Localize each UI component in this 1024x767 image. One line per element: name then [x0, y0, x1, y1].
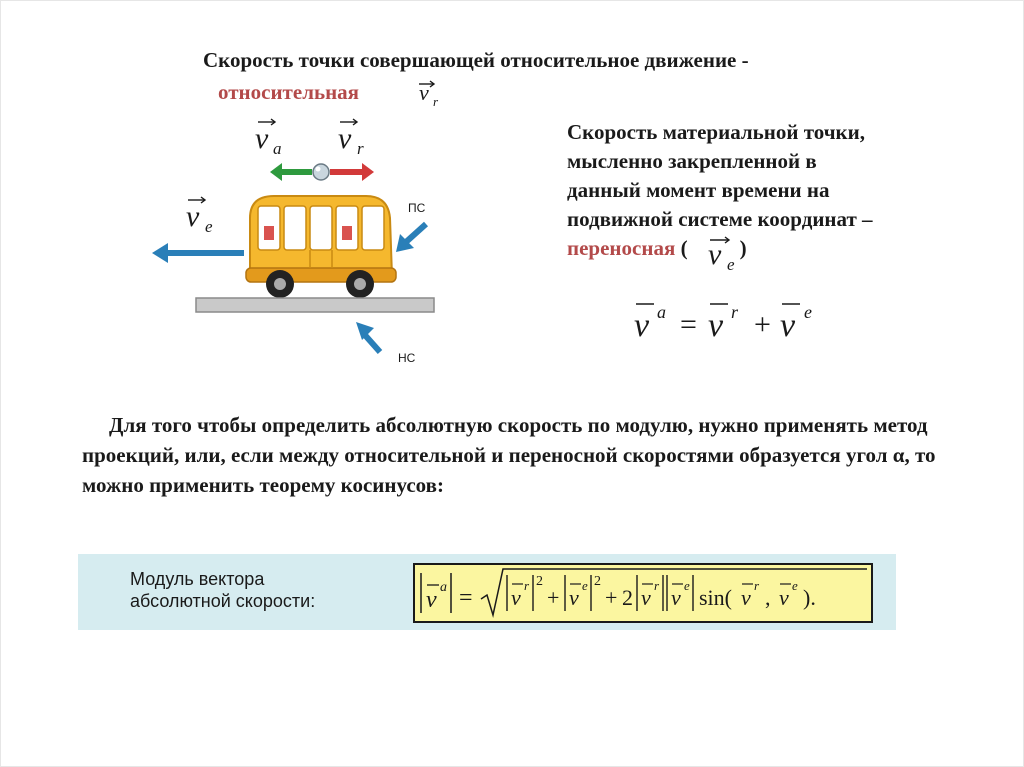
svg-text:e: e [582, 578, 588, 593]
moving-frame-label: ПС [408, 201, 426, 215]
velocity-addition-equation [632, 292, 842, 346]
svg-text:2: 2 [594, 574, 601, 589]
svg-text:=: = [459, 585, 473, 611]
svg-text:a: a [657, 302, 666, 322]
svg-text:v: v [426, 587, 437, 613]
ve-arrow [152, 243, 244, 263]
vr-label [338, 119, 364, 158]
fixed-frame-arrow [356, 322, 380, 352]
svg-text:v: v [569, 585, 579, 610]
transport-velocity-definition: Скорость материальной точки, мысленно закрепленной в данный момент времени на подвижной системе координат – переносная ( ) [567, 120, 873, 260]
svg-text:e: e [804, 302, 812, 322]
svg-text:v: v [641, 585, 651, 610]
svg-text:v: v [634, 307, 650, 344]
transport-term: переносная [567, 236, 676, 260]
svg-text:r: r [357, 139, 364, 158]
svg-text:).: ). [803, 585, 816, 610]
svg-text:v: v [780, 307, 796, 344]
vr-vector-symbol [415, 76, 445, 110]
moving-frame-arrow [396, 224, 426, 252]
svg-text:r: r [524, 578, 530, 593]
bus [246, 196, 396, 298]
svg-text:2: 2 [536, 574, 543, 589]
svg-text:v: v [708, 238, 722, 271]
slide-title-line2: относительная [218, 80, 360, 104]
ve-vector-symbol [700, 232, 748, 276]
svg-text:2: 2 [622, 585, 633, 610]
fixed-frame-label: НС [398, 351, 416, 365]
svg-text:+: + [605, 585, 618, 610]
svg-text:e: e [792, 578, 798, 593]
svg-text:e: e [684, 578, 690, 593]
bus-illustration [140, 108, 440, 376]
svg-text:v: v [186, 200, 200, 233]
ground-platform [196, 298, 434, 312]
svg-text:r: r [731, 302, 739, 322]
body-paragraph: Для того чтобы определить абсолютную скорость по модулю, нужно применять метод проекций, или, если между относительной и переносной скоростями образуется угол α, то можно применить теорему косинусов: [82, 413, 936, 497]
svg-text:v: v [511, 585, 521, 610]
modulus-formula [415, 565, 871, 621]
svg-text:,: , [765, 585, 771, 610]
modulus-formula-box [413, 563, 873, 623]
vr-arrow [330, 163, 374, 181]
svg-text:v: v [338, 122, 352, 155]
svg-text:r: r [654, 578, 660, 593]
svg-text:r: r [433, 94, 439, 109]
svg-text:+: + [547, 585, 560, 610]
svg-text:v: v [671, 585, 681, 610]
svg-text:v: v [255, 122, 269, 155]
svg-text:sin(: sin( [699, 585, 732, 610]
svg-text:v: v [741, 585, 751, 610]
svg-text:a: a [273, 139, 282, 158]
point-ball [313, 164, 329, 180]
modulus-formula-label: Модуль вектора абсолютной скорости: [130, 569, 316, 611]
svg-text:=: = [680, 308, 697, 341]
svg-text:v: v [419, 80, 429, 105]
va-label [255, 119, 282, 158]
svg-text:v: v [708, 307, 724, 344]
ve-label [186, 197, 213, 236]
svg-text:a: a [440, 580, 447, 595]
slide-title-line1: Скорость точки совершающей относительное движение - [203, 48, 749, 72]
svg-text:+: + [754, 308, 771, 341]
svg-text:e: e [205, 217, 213, 236]
svg-text:e: e [727, 255, 735, 274]
svg-text:v: v [779, 585, 789, 610]
svg-text:r: r [754, 578, 760, 593]
va-arrow [270, 163, 312, 181]
